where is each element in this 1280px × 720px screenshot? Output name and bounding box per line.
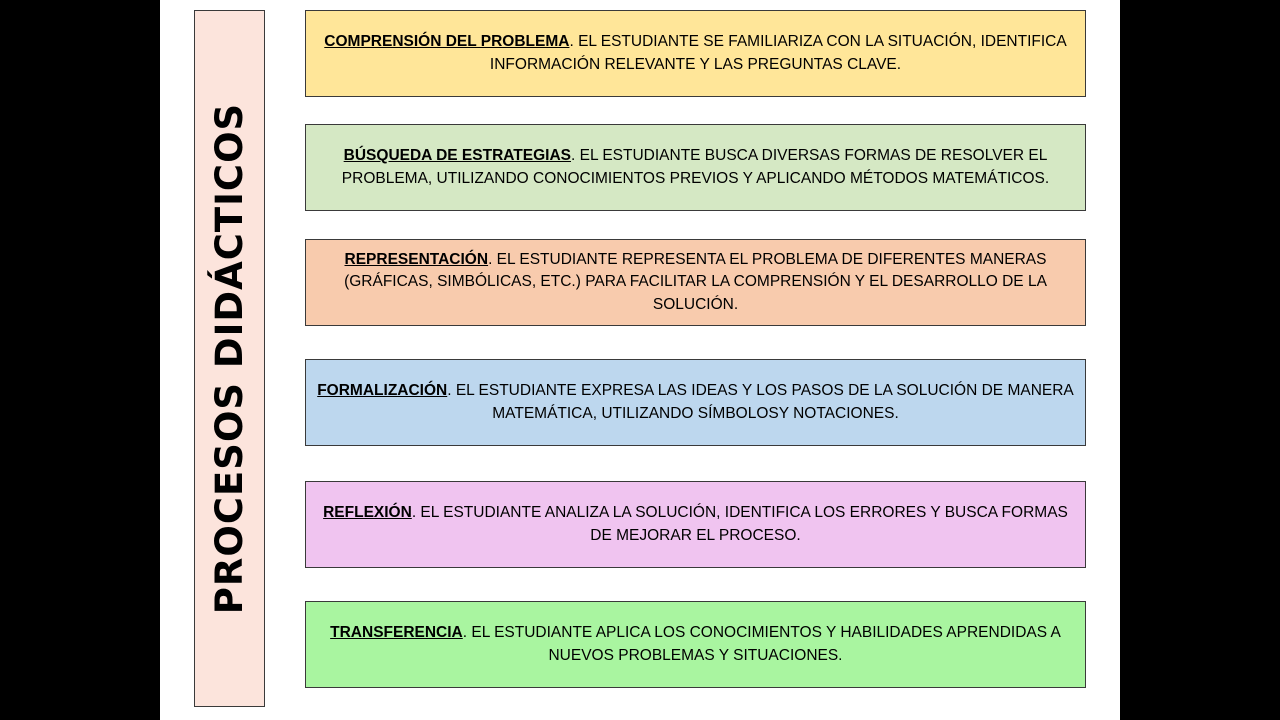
- sidebar-title: PROCESOS DIDÁCTICOS: [208, 102, 251, 615]
- step-box-busqueda: [305, 124, 1086, 211]
- step-description: . EL ESTUDIANTE EXPRESA LAS IDEAS Y LOS PASOS DE LA SOLUCIÓN DE MANERA MATEMÁTICA, UTILIZANDO SÍMBOLOSY NOTACIONES.: [447, 382, 1074, 422]
- step-text: [316, 380, 1075, 425]
- step-text: [316, 31, 1075, 76]
- step-description: . EL ESTUDIANTE ANALIZA LA SOLUCIÓN, IDENTIFICA LOS ERRORES Y BUSCA FORMAS DE MEJORAR EL PROCESO.: [411, 504, 1068, 544]
- slide: [160, 0, 1120, 720]
- step-term: REPRESENTACIÓN: [344, 250, 489, 268]
- step-term: BÚSQUEDA DE ESTRATEGIAS: [343, 147, 572, 164]
- step-term: FORMALIZACIÓN: [317, 382, 448, 399]
- step-box-transferencia: [305, 601, 1086, 688]
- step-description: . EL ESTUDIANTE REPRESENTA EL PROBLEMA DE DIFERENTES MANERAS (GRÁFICAS, SIMBÓLICAS, ETC.) PARA FACILITAR LA COMPRENSIÓN Y EL DESARROLLO DE LA SOLUCIÓN.: [344, 250, 1047, 313]
- step-box-comprension: [305, 10, 1086, 97]
- step-box-representacion: [305, 239, 1086, 326]
- step-text: [316, 622, 1075, 667]
- step-text: [316, 249, 1075, 317]
- step-box-reflexion: [305, 481, 1086, 568]
- step-text: [316, 145, 1075, 190]
- step-description: . EL ESTUDIANTE SE FAMILIARIZA CON LA SITUACIÓN, IDENTIFICA INFORMACIÓN RELEVANTE Y LAS PREGUNTAS CLAVE.: [489, 33, 1067, 73]
- step-text: [316, 502, 1075, 547]
- step-description: . EL ESTUDIANTE APLICA LOS CONOCIMIENTOS Y HABILIDADES APRENDIDAS A NUEVOS PROBLEMAS Y SITUACIONES.: [462, 624, 1061, 664]
- step-box-formalizacion: [305, 359, 1086, 446]
- step-description: . EL ESTUDIANTE BUSCA DIVERSAS FORMAS DE RESOLVER EL PROBLEMA, UTILIZANDO CONOCIMIENTOS PREVIOS Y APLICANDO MÉTODOS MATEMÁTICOS.: [341, 147, 1050, 187]
- step-term: COMPRENSIÓN DEL PROBLEMA: [324, 33, 570, 50]
- sidebar-title-box: [194, 10, 265, 707]
- step-term: TRANSFERENCIA: [330, 624, 463, 641]
- step-term: REFLEXIÓN: [323, 504, 412, 521]
